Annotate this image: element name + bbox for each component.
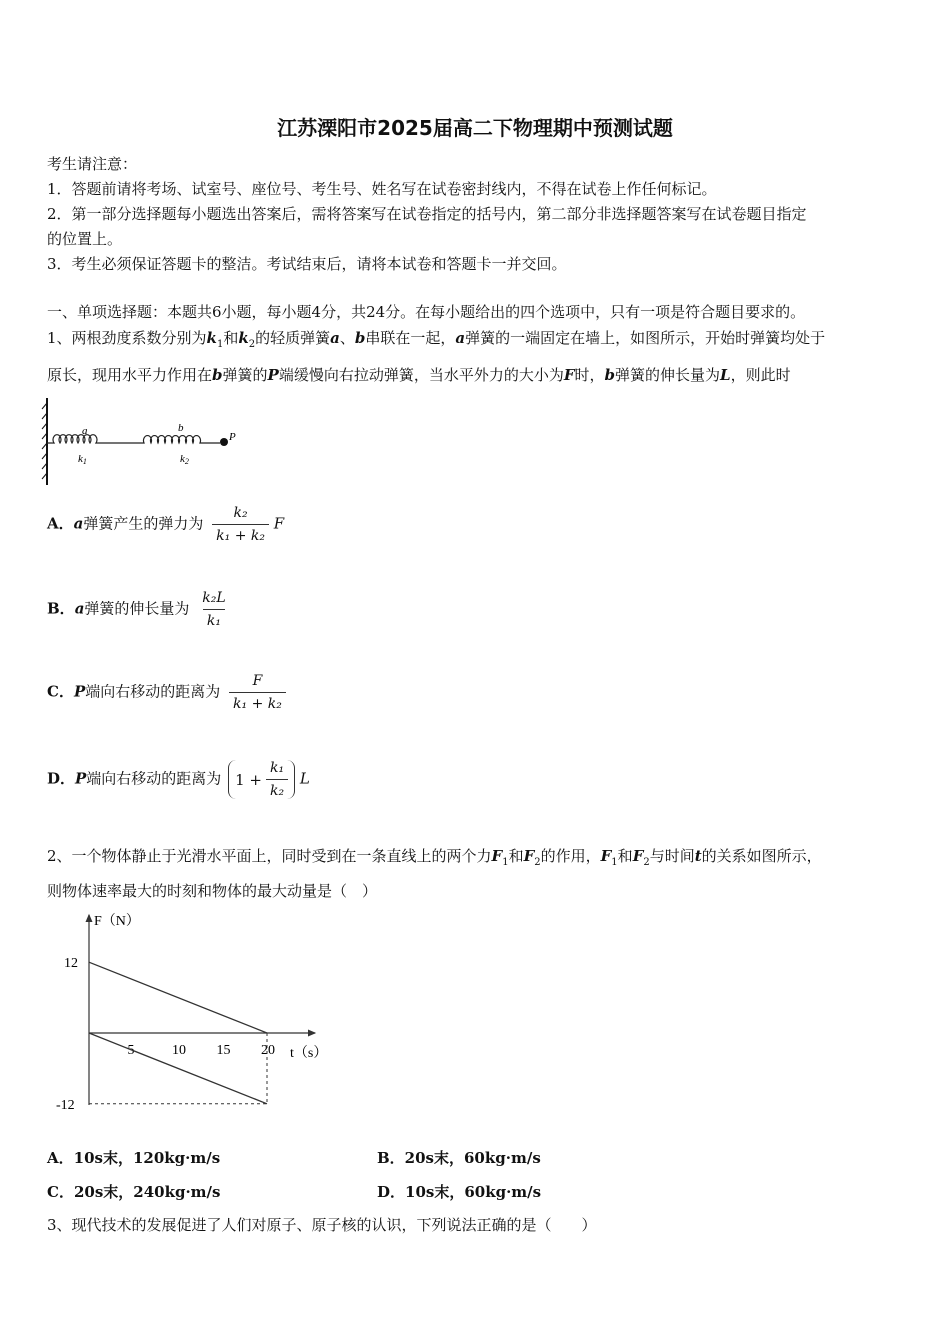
question-2-line-1: 2、一个物体静止于光滑水平面上，同时受到在一条直线上的两个力$F_1$和$F_2$的作用，$F_1$和$F_2$与时间t的关系如图所示， [47,847,822,868]
notice-heading: 考生请注意： [47,155,138,173]
series-line-f1 [89,962,267,1033]
y-axis-label: F（N） [94,914,140,929]
x-axis-label: t（s） [290,1046,328,1061]
question-1-line-1: 1、两根劲度系数分别为$k_1$和$k_2$的轻质弹簧a、b串联在一起，a弹簧的一端固定在墙上，如图所示，开始时弹簧均处于 [47,329,826,350]
force-time-chart [50,905,340,1120]
spring-b [136,436,220,443]
notice-item: 的位置上。 [47,230,123,248]
fraction: $\frac{\text{k₂L}}{\text{k₁}}$ [202,590,226,629]
y-tick-label: 12 [64,956,78,972]
y-tick-label: -12 [56,1097,75,1113]
question-2-line-2: 则物体速率最大的时刻和物体的最大动量是（ ） [47,882,378,900]
option-c[interactable]: C．20s末，240kg·m/s [47,1183,221,1201]
notice-item: 3．考生必须保证答题卡的整洁。考试结束后，请将本试卷和答题卡一并交回。 [47,255,567,273]
spring-diagram [40,395,250,490]
page-title: 江苏溧阳市2025届高二下物理期中预测试题 [277,116,673,140]
label-k1: k1 [78,453,87,466]
section-heading: 一、单项选择题：本题共6小题，每小题4分，共24分。在每小题给出的四个选项中，只有一项是符合题目要求的。 [47,303,806,321]
spring-a [47,435,136,443]
x-tick-label: 5 [127,1043,135,1058]
option-c[interactable]: C．P端向右移动的距离为 $\frac{F}{\text{k₁ + k₂}}$ [47,673,286,712]
option-b[interactable]: B．20s末，60kg·m/s [377,1149,541,1167]
option-d[interactable]: D．P端向右移动的距离为 1 + $\frac{\text{k₁}}{\text{k₂}}$ L [47,760,310,799]
option-d[interactable]: D．10s末，60kg·m/s [377,1183,542,1201]
label-k2: k2 [180,453,189,466]
x-tick-label: 15 [216,1043,231,1058]
x-tick-label: 20 [261,1043,275,1058]
question-1-line-2: 原长，现用水平力作用在b弹簧的P端缓慢向右拉动弹簧，当水平外力的大小为F时，b弹簧的伸长量为L，则此时 [47,366,791,384]
notice-item: 2．第一部分选择题每小题选出答案后，需将答案写在试卷指定的括号内，第二部分非选择题答案写在试卷题目指定 [47,205,807,223]
parenthesized-expression: 1 + $\frac{\text{k₁}}{\text{k₂}}$ [228,760,295,799]
option-b[interactable]: B．a弹簧的伸长量为 $\frac{\text{k₂L}}{\text{k₁}}$ [47,590,230,629]
end-point-p [220,438,228,446]
question-3: 3、现代技术的发展促进了人们对原子、原子核的认识，下列说法正确的是（ ） [47,1216,597,1234]
option-a[interactable]: A．10s末，120kg·m/s [47,1149,221,1167]
label-p: P [229,431,236,443]
x-tick-label: 10 [172,1043,186,1058]
notice-item: 1．答题前请将考场、试室号、座位号、考生号、姓名写在试卷密封线内，不得在试卷上作任何标记。 [47,180,717,198]
option-a[interactable]: A．a弹簧产生的弹力为 $\frac{\text{k₂}}{\text{k₁ + k₂}}$ F [47,505,285,544]
fraction: $\frac{\text{k₂}}{\text{k₁ + k₂}}$ [212,505,269,544]
fraction: $\frac{\text{k₁}}{\text{k₂}}$ [266,760,288,799]
fraction: $\frac{F}{\text{k₁ + k₂}}$ [229,673,286,712]
label-a: a [82,425,88,437]
label-b: b [178,422,184,434]
